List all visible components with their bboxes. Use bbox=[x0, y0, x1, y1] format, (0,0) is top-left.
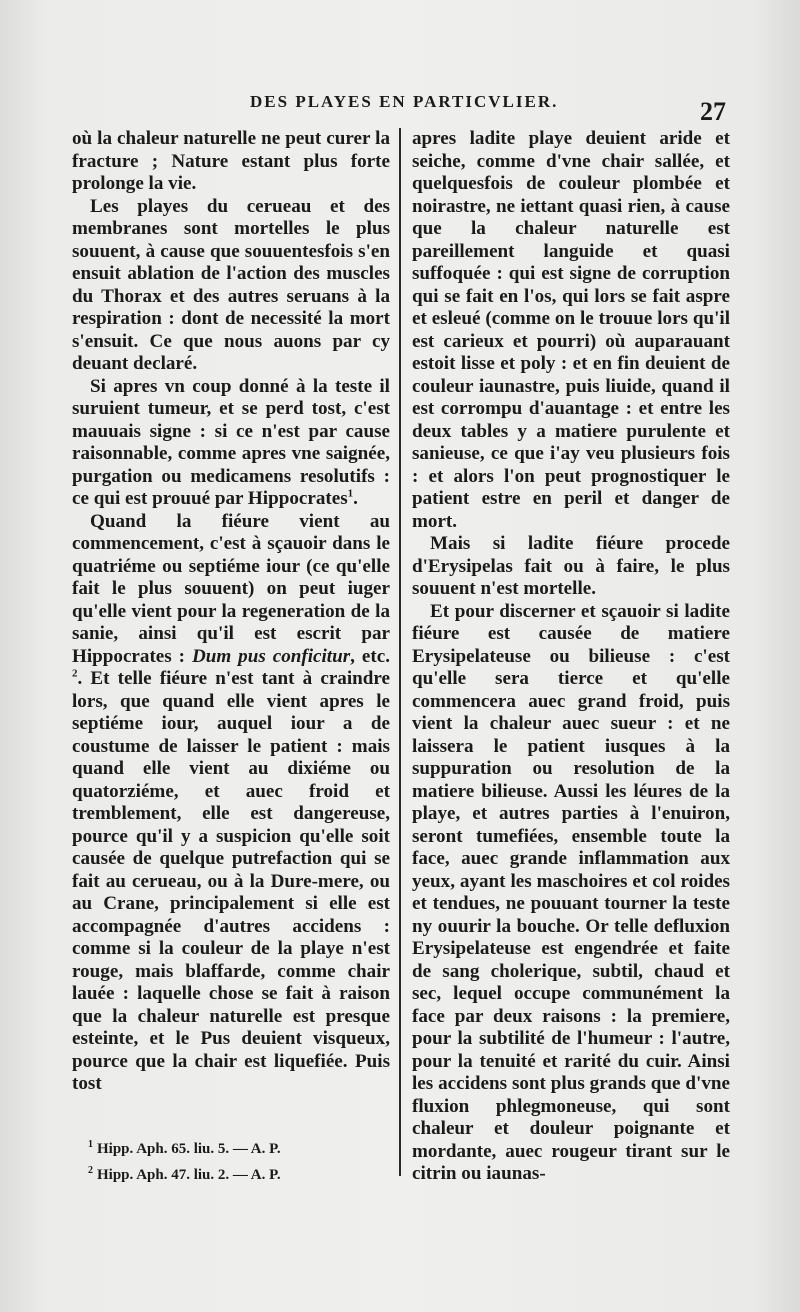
paragraph-text: Quand la fiéure vient au commencement, c'est à sçauoir dans le quatriéme ou septiéme iour (ce qu'elle fait le plus souuent) on peut iuger qu'elle vient pour la regeneration de la sanie, ainsi qu'il est escrit par Hippocrates : bbox=[72, 510, 390, 667]
paragraph bbox=[72, 511, 390, 1096]
footnote-ref: 1 bbox=[347, 487, 354, 500]
paragraph: Et pour discerner et sçauoir si ladite fiéure est causée de matiere Erysipelateuse ou bilieuse : c'est qu'elle sera tierce et qu'elle commencera auec grand froid, puis vient la chaleur auec sueur : et ne laissera le patient iusques à la suppuration ou resolution de la matiere bilieuse. Aussi les léures de la playe, et autres parties à l'enuiron, seront tumefiées, ensemble toute la face, auec grande inflammation aux yeux, ayant les maschoires et col roides et tendues, ne pouuant tourner la teste ny ouurir la bouche. Or telle defluxion Erysipelateuse est engendrée et faite de sang cholerique, subtil, chaud et sec, lequel occupe communément la face par deux raisons : la premiere, pour la subtilité de l'humeur : l'autre, pour la tenuité et rarité du cuir. Ainsi les accidens sont plus grands que d'vne fluxion phlegmoneuse, qui sont chaleur et douleur poignante et mordante, auec rougeur tirant sur le citrin ou iaunas- bbox=[412, 600, 730, 1184]
latin-quote: Dum pus conficitur bbox=[191, 645, 351, 667]
paragraph: Si apres vn coup donné à la teste il suruient tumeur, et se perd tost, c'est mauuais signe : si ce n'est par cause raisonnable, comme apres vne saignée, purgation ou medicamens resolutifs : ce qui est prouué par Hippocrates$^1$. bbox=[72, 375, 390, 509]
column-rule bbox=[399, 128, 401, 1176]
footnote-mark: 2 bbox=[88, 1165, 93, 1176]
footnote-text: Hipp. Aph. 47. liu. 2. — A. P. bbox=[97, 1167, 281, 1183]
paragraph-text: , etc. bbox=[350, 645, 390, 667]
page-number: 27 bbox=[700, 97, 726, 126]
paragraph-text: Si apres vn coup donné à la teste il suruient tumeur, et se perd tost, c'est mauuais signe : si ce n'est par cause raisonnable, comme apres vne saignée, purgation ou medicamens resolutifs : ce qui est prouué par Hippocrates bbox=[72, 375, 390, 509]
paragraph: où la chaleur naturelle ne peut curer la fracture ; Nature estant plus forte prolonge la vie. bbox=[72, 128, 390, 194]
footnote bbox=[88, 1134, 388, 1160]
footnotes bbox=[88, 1134, 388, 1186]
paragraph: Mais si ladite fiéure procede d'Erysipelas fait ou à faire, le plus souuent n'est mortelle. bbox=[412, 533, 730, 599]
footnote-ref: 2 bbox=[72, 667, 78, 680]
paragraph: Les playes du cerueau et des membranes sont mortelles le plus souuent, à cause que souuentesfois s'en ensuit ablation de l'action des muscles du Thorax et des autres seruans à la respiration : dont de necessité la mort s'ensuit. Ce que nous auons par cy deuant declaré. bbox=[72, 195, 390, 374]
left-column bbox=[72, 128, 390, 1096]
footnote-text: Hipp. Aph. 65. liu. 5. — A. P. bbox=[97, 1141, 281, 1157]
right-column bbox=[412, 128, 730, 1186]
footnote bbox=[88, 1160, 388, 1186]
running-head: DES PLAYES EN PARTICVLIER. bbox=[250, 92, 559, 111]
paragraph: apres ladite playe deuient aride et seiche, comme d'vne chair sallée, et quelquesfois de couleur plombée et noirastre, ne iettant quasi rien, à cause que la chaleur naturelle est pareillement languide et quasi suffoquée : qui est signe de corruption qui se fait en l'os, qui lors se fait aspre et esleué (comme on le trouue lors qu'il est carieux et pourri) où auparauant estoit lisse et poly : et en fin deuient de couleur iaunastre, puis liuide, quand il est corrompu d'auantage : et entre les deux tables y a matiere purulente et sanieuse, ce que i'ay veu plusieurs fois : et alors l'on peut prognostiquer le patient estre en peril et danger de mort. bbox=[412, 128, 730, 532]
paragraph-text: . Et telle fiéure n'est tant à craindre lors, que quand elle vient apres le septiéme iour, auquel iour a de coustume de laisser le patient : mais quand elle vient au dixiéme ou quatorziéme, et auec froid et tremblement, elle est dangereuse, pource qu'il y a suspicion qu'elle soit causée de quelque putrefaction qui se fait au cerueau, ou à la Dure-mere, ou au Crane, principalement si elle est accompagnée d'autres accidens : comme si la couleur de la playe n'est rouge, mais blaffarde, comme chair lauée : laquelle chose se fait à raison que la chaleur naturelle est presque esteinte, et le Pus deuient visqueux, pource que la chair est liquefiée. Puis tost bbox=[72, 668, 390, 1094]
footnote-mark: 1 bbox=[88, 1139, 93, 1150]
